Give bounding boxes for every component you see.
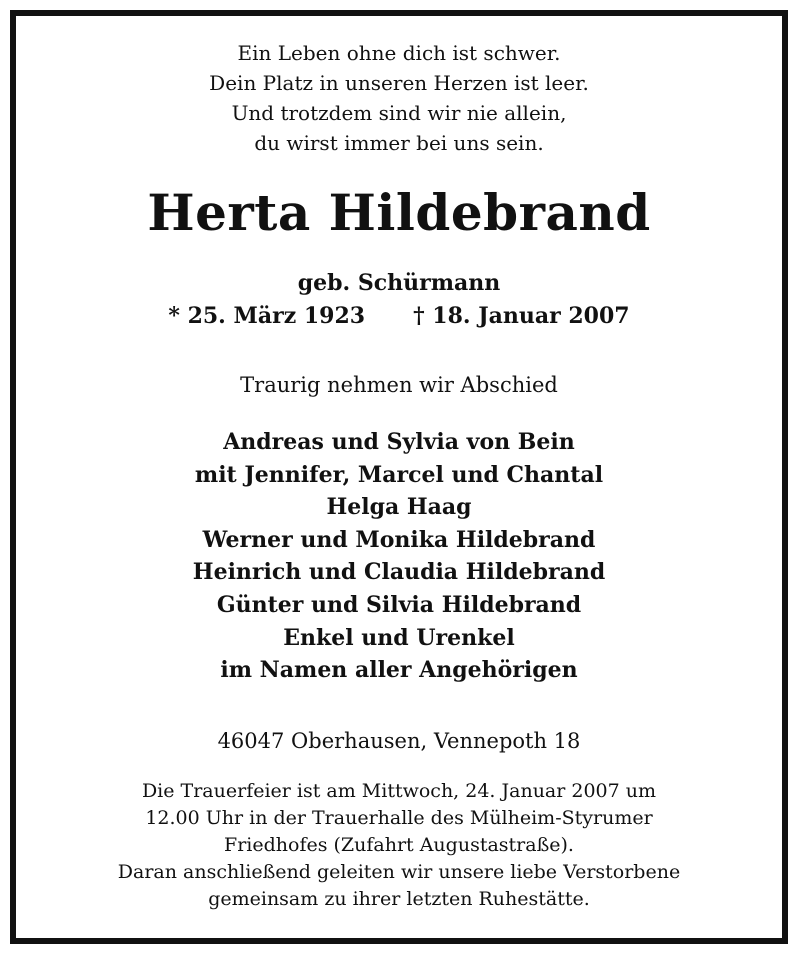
service-line: Daran anschließend geleiten wir unsere liebe Verstorbene (117, 861, 681, 883)
service-line: gemeinsam zu ihrer letzten Ruhestätte. (208, 888, 590, 910)
poem-line: du wirst immer bei uns sein. (254, 131, 544, 155)
memorial-poem (16, 38, 782, 158)
life-dates (16, 301, 782, 331)
birth-name: geb. Schürmann (297, 270, 501, 296)
mourner-line: Heinrich und Claudia Hildebrand (192, 559, 606, 586)
service-line: Friedhofes (Zufahrt Augustastraße). (224, 834, 574, 856)
poem-line: Und trotzdem sind wir nie allein, (231, 101, 567, 125)
mourner-line: Werner und Monika Hildebrand (202, 526, 596, 553)
family-address: 46047 Oberhausen, Vennepoth 18 (217, 729, 581, 753)
mourner-line: mit Jennifer, Marcel und Chantal (194, 461, 604, 488)
funeral-service-info (16, 778, 782, 913)
obituary-border (10, 10, 788, 944)
birth-date: * 25. März 1923 (168, 303, 366, 329)
farewell-line: Traurig nehmen wir Abschied (240, 373, 558, 397)
mourner-line: im Namen aller Angehörigen (220, 657, 578, 684)
mourner-line: Helga Haag (326, 494, 472, 521)
death-date: † 18. Januar 2007 (413, 303, 630, 329)
poem-line: Ein Leben ohne dich ist schwer. (237, 41, 561, 65)
service-line: Die Trauerfeier ist am Mittwoch, 24. Januar 2007 um (141, 780, 657, 802)
deceased-name: Herta Hildebrand (147, 183, 651, 242)
mourner-line: Günter und Silvia Hildebrand (216, 591, 582, 618)
mourner-line: Andreas und Sylvia von Bein (223, 429, 575, 455)
mourners-list (16, 426, 782, 687)
service-line: 12.00 Uhr in der Trauerhalle des Mülheim-Styrumer (145, 807, 653, 829)
mourner-line: Enkel und Urenkel (283, 624, 515, 651)
poem-line: Dein Platz in unseren Herzen ist leer. (209, 71, 589, 95)
